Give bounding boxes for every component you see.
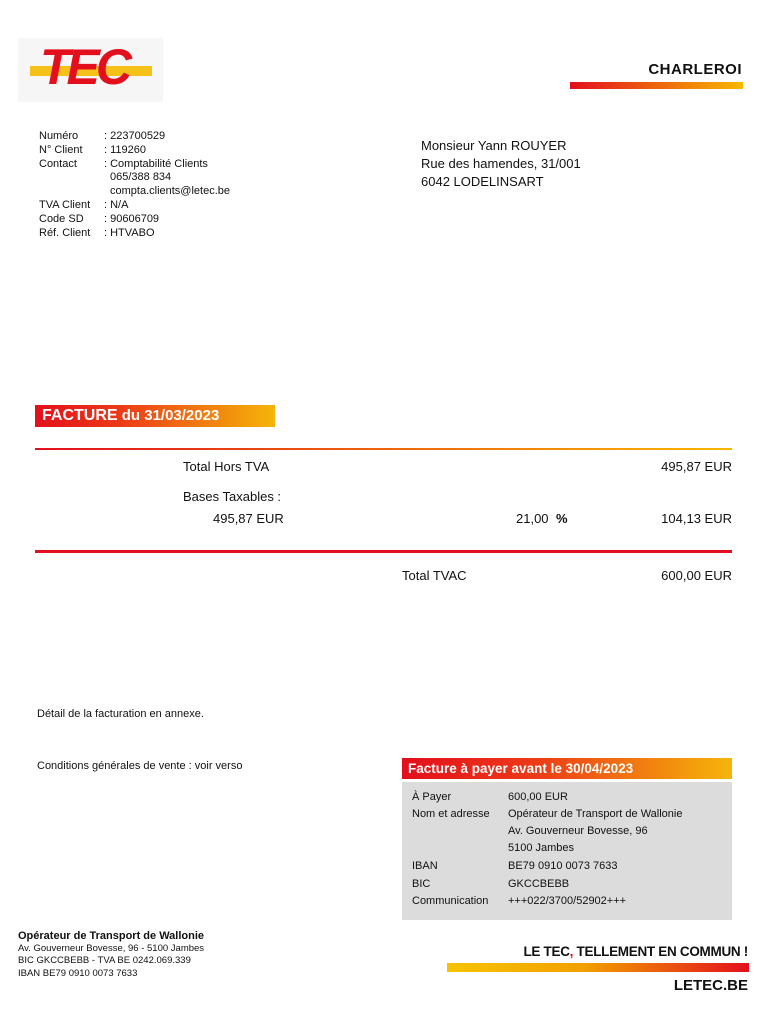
tec-logo: TEC	[40, 39, 128, 95]
footer-company: Opérateur de Transport de Wallonie	[18, 930, 205, 942]
city-accent-bar	[570, 82, 743, 89]
footer-address: Av. Gouverneur Bovesse, 96 - 5100 Jambes	[18, 942, 205, 954]
payment-panel	[402, 782, 732, 920]
payment-label: À Payer	[412, 791, 452, 803]
city-label: CHARLEROI	[648, 61, 742, 78]
slogan-comma: ,	[569, 944, 574, 959]
ref-value: : 119260	[104, 143, 147, 156]
vat-value: 104,13 EUR	[661, 511, 732, 526]
ref-label	[39, 185, 104, 199]
total-ht-value: 495,87 EUR	[661, 459, 732, 474]
recipient-name: Monsieur Yann ROUYER	[421, 138, 567, 153]
base-value: 495,87 EUR	[213, 511, 284, 526]
ref-label: Numéro	[39, 130, 79, 142]
ref-value: 065/388 834	[110, 171, 172, 184]
vat-rate-unit: %	[556, 511, 568, 526]
ref-row	[39, 227, 230, 241]
conditions-note: Conditions générales de vente : voir verso	[37, 760, 243, 772]
payment-value: +++022/3700/52902+++	[508, 895, 627, 907]
slogan-accent-bar	[447, 963, 749, 972]
recipient-city: 6042 LODELINSART	[421, 174, 544, 189]
payment-label: IBAN	[412, 860, 438, 872]
ref-value: compta.clients@letec.be	[110, 185, 231, 198]
ref-label: TVA Client	[39, 198, 91, 211]
invoice-title	[35, 405, 275, 427]
footer-bic-tva: BIC GKCCBEBB - TVA BE 0242.069.339	[18, 955, 191, 966]
slogan-part-a: LE TEC	[523, 944, 570, 959]
total-tvac-value: 600,00 EUR	[661, 568, 732, 583]
ref-value: : 223700529	[104, 130, 166, 142]
ref-row	[39, 144, 230, 158]
ref-label	[39, 171, 104, 185]
website-link[interactable]: LETEC.BE	[673, 977, 748, 994]
bases-taxables-label: Bases Taxables :	[183, 489, 282, 504]
invoice-title-bold: FACTURE	[42, 407, 118, 424]
divider-top	[35, 448, 732, 450]
ref-row	[39, 213, 230, 227]
slogan	[523, 944, 748, 959]
footer-company-block	[18, 930, 204, 980]
total-tvac-label: Total TVAC	[402, 568, 467, 583]
ref-value: : Comptabilité Clients	[104, 157, 208, 170]
recipient-street: Rue des hamendes, 31/001	[421, 156, 581, 171]
ref-label: Contact	[39, 157, 77, 170]
ref-value: : N/A	[104, 198, 129, 211]
payment-value: Opérateur de Transport de Wallonie	[508, 808, 683, 820]
detail-note: Détail de la facturation en annexe.	[37, 708, 204, 720]
ref-row	[39, 171, 230, 185]
total-ht-label: Total Hors TVA	[183, 459, 270, 474]
ref-row	[39, 199, 230, 213]
payment-value: 600,00 EUR	[508, 791, 568, 803]
ref-label: Réf. Client	[39, 226, 91, 239]
ref-row	[39, 130, 230, 144]
vat-rate: 21,00	[516, 511, 549, 526]
slogan-rest: TELLEMENT EN COMMUN !	[573, 944, 748, 959]
payment-value: Av. Gouverneur Bovesse, 96	[508, 825, 648, 837]
payment-label: BIC	[412, 878, 431, 890]
payment-value: GKCCBEBB	[508, 878, 570, 890]
payment-value: BE79 0910 0073 7633	[508, 860, 618, 872]
ref-label: N° Client	[39, 143, 83, 156]
reference-block	[39, 130, 230, 240]
payment-value: 5100 Jambes	[508, 842, 575, 854]
payment-label: Nom et adresse	[412, 808, 490, 820]
footer-iban: IBAN BE79 0910 0073 7633	[18, 967, 138, 979]
invoice-title-date: du 31/03/2023	[117, 407, 220, 424]
payment-label: Communication	[412, 895, 489, 907]
ref-value: : 90606709	[104, 212, 160, 225]
recipient-address	[421, 137, 581, 191]
ref-value: : HTVABO	[104, 226, 155, 239]
ref-row	[39, 158, 230, 172]
ref-row	[39, 185, 230, 199]
ref-label: Code SD	[39, 212, 84, 225]
payment-header: Facture à payer avant le 30/04/2023	[402, 758, 732, 779]
divider-bottom	[35, 550, 732, 553]
